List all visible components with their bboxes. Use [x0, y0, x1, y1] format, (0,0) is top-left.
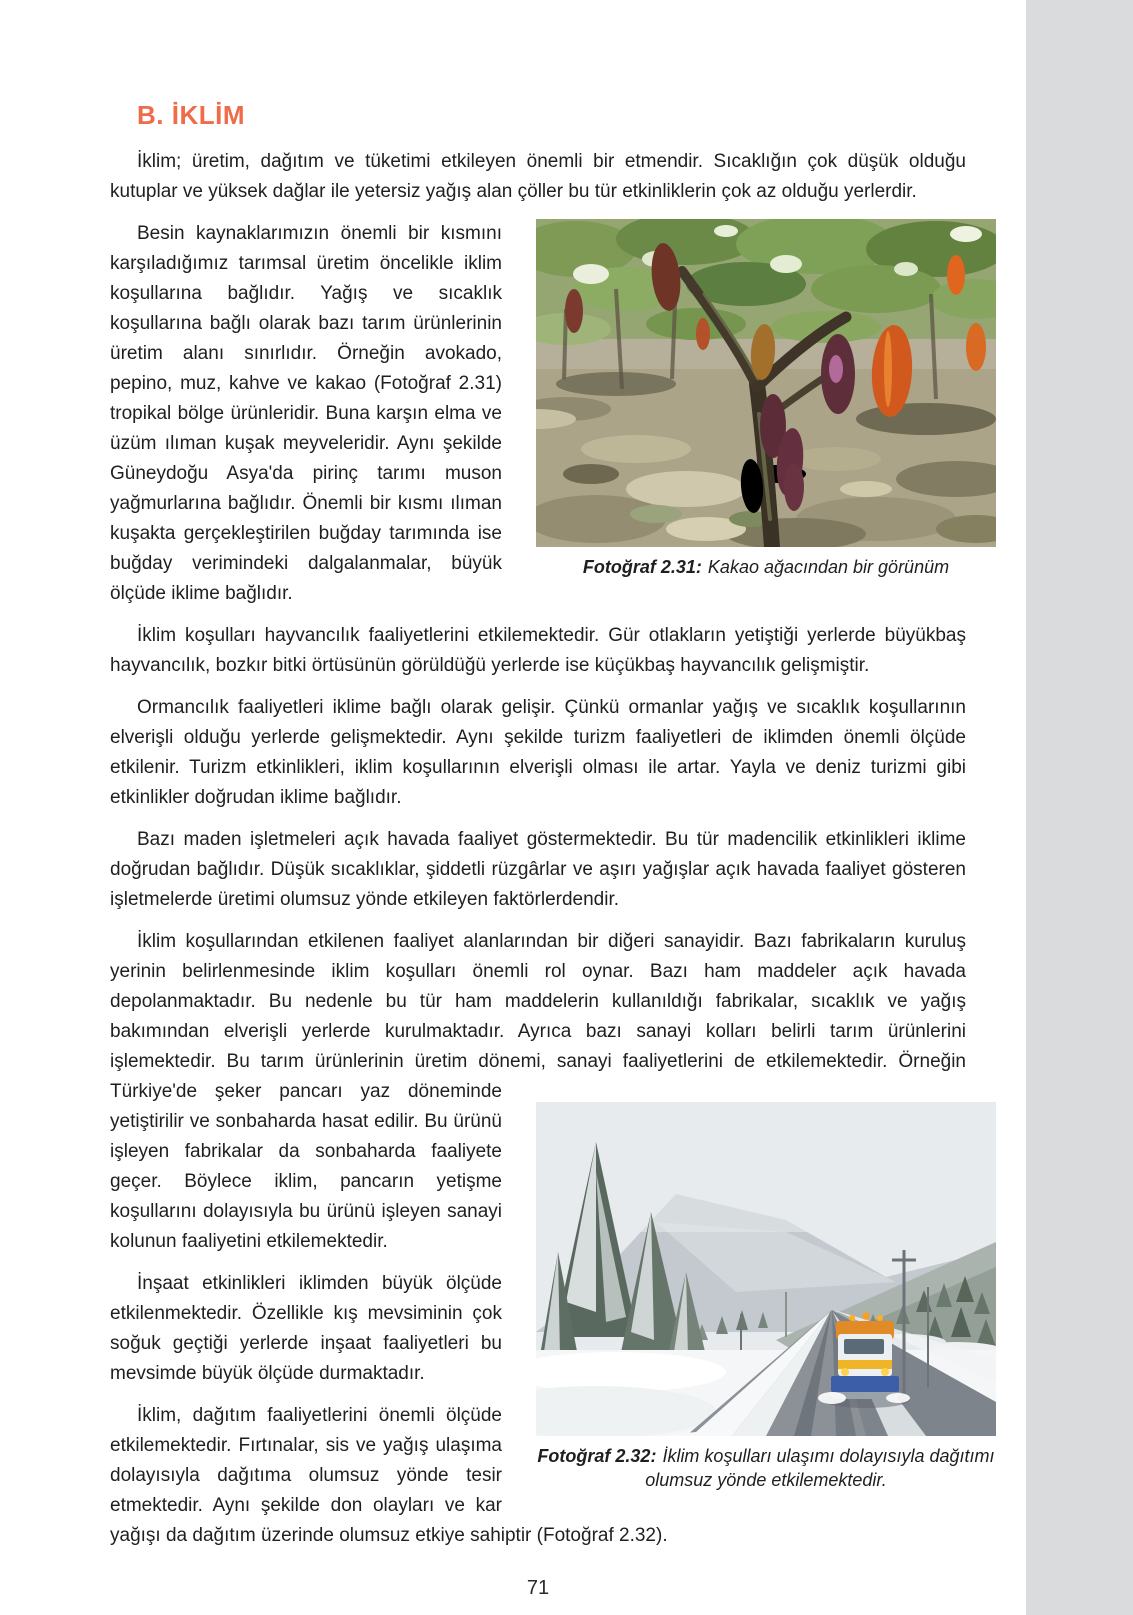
figure-2-31	[536, 219, 996, 579]
page-content	[110, 100, 995, 1600]
intro-paragraph: İklim; üretim, dağıtım ve tüketimi etkileyen önemli bir etmendir. Sıcaklığın çok düşük olduğu kutuplar ve yüksek dağlar ile yetersiz yağış alan çöller bu tür etkinliklerin çok az olduğu yerlerdir.	[110, 151, 966, 202]
figure-2-32-caption	[536, 1444, 996, 1492]
section-heading: B. İKLİM	[137, 100, 245, 130]
figure-2-32	[536, 1102, 996, 1492]
paragraph-construction: İnşaat etkinlikleri iklimden büyük ölçüde etkilenmektedir. Özellikle kış mevsiminin çok soğuk geçtiği yerlerde inşaat faaliyetleri bu mevsimde büyük ölçüde durmaktadır.	[110, 1273, 502, 1384]
paragraph-agriculture: Besin kaynaklarımızın önemli bir kısmını karşıladığımız tarımsal üretim öncelikle iklim koşullarına bağlıdır. Yağış ve sıcaklık koşullarına bağlı olarak bazı tarım ürünlerinin üretim alanı sınırlıdır. Örneğin avokado, pepino, muz, kahve ve kakao (Fotoğraf 2.31) tropikal bölge ürünleridir. Buna karşın elma ve üzüm ılıman kuşak meyveleridir. Aynı şekilde Güneydoğu Asya'da pirinç tarımı muson yağmurlarına bağlıdır. Önemli bir kısmı ılıman kuşakta gerçekleştirilen buğday tarımında ise buğday verimindeki dalgalanmalar, büyük ölçüde iklime bağlıdır.	[110, 223, 502, 604]
paragraph-mining: Bazı maden işletmeleri açık havada faaliyet göstermektedir. Bu tür madencilik etkinlikleri iklime doğrudan bağlıdır. Düşük sıcaklıklar, şiddetli rüzgârlar ve aşırı yağışlar açık havada faaliyet gösteren işletmelerde üretimi olumsuz yönde etkileyen faktörlerdendir.	[110, 829, 966, 910]
page-margin-bar	[1026, 0, 1133, 1615]
paragraph-forestry-tourism: Ormancılık faaliyetleri iklime bağlı olarak gelişir. Çünkü ormanlar yağış ve sıcaklık koşullarının elverişli olduğu yerlerde gelişmektedir. Aynı şekilde turizm faaliyetleri de iklimden önemli ölçüde etkilenir. Turizm etkinlikleri, iklim koşullarının elverişli olması ile artar. Yayla ve deniz turizmi gibi etkinlikler doğrudan iklime bağlıdır.	[110, 697, 966, 808]
page-number: 71	[526, 1577, 550, 1599]
figure-2-32-label: Fotoğraf 2.32:	[537, 1446, 657, 1466]
figure-2-31-caption	[536, 555, 996, 579]
cacao-tree-photo	[536, 219, 996, 547]
paragraph-distribution: İklim, dağıtım faaliyetlerini önemli ölçüde etkilemektedir. Fırtınalar, sis ve yağış ulaşıma dolayısıyla dağıtıma olumsuz yönde tesir etmektedir. Aynı şekilde don olayları ve kar yağışı da dağıtım üzerinde olumsuz etkiye sahiptir (Fotoğraf 2.32).	[110, 1405, 668, 1546]
paragraph-livestock: İklim koşulları hayvancılık faaliyetlerini etkilemektedir. Gür otlakların yetiştiği yerlerde büyükbaş hayvancılık, bozkır bitki örtüsünün görüldüğü yerlerde ise küçükbaş hayvancılık gelişmiştir.	[110, 625, 966, 676]
snow-road-photo	[536, 1102, 996, 1436]
figure-2-32-caption-text: İklim koşulları ulaşımı dolayısıyla dağıtımı olumsuz yönde etkilemektedir.	[645, 1446, 995, 1490]
figure-2-31-label: Fotoğraf 2.31:	[582, 557, 702, 577]
figure-2-31-caption-text: Kakao ağacından bir görünüm	[707, 557, 950, 577]
paragraph-industry: İklim koşullarından etkilenen faaliyet alanlarından bir diğeri sanayidir. Bazı fabrikaların kuruluş yerinin belirlenmesinde iklim koşulları önemli rol oynar. Bazı ham maddeler açık havada depolanmaktadır. Bu nedenle bu tür ham maddelerin kullanıldığı fabrikalar, sıcaklık ve yağış bakımından elverişli yerlerde kurulmaktadır. Ayrıca bazı sanayi kolları belirli tarım ürünlerini işlemektedir. Bu tarım ürünlerinin üretim dönemi, sanayi faaliyetlerini de etkilemektedir. Örneğin Türkiye'de şeker pancarı yaz döneminde yetiştirilir ve sonbaharda hasat edilir. Bu ürünü işleyen fabrikalar da sonbaharda faaliyete geçer. Böylece iklim, pancarın yetişme koşullarını dolayısıyla bu ürünü işleyen sanayi kolunun faaliyetini etkilemektedir.	[110, 931, 966, 1252]
